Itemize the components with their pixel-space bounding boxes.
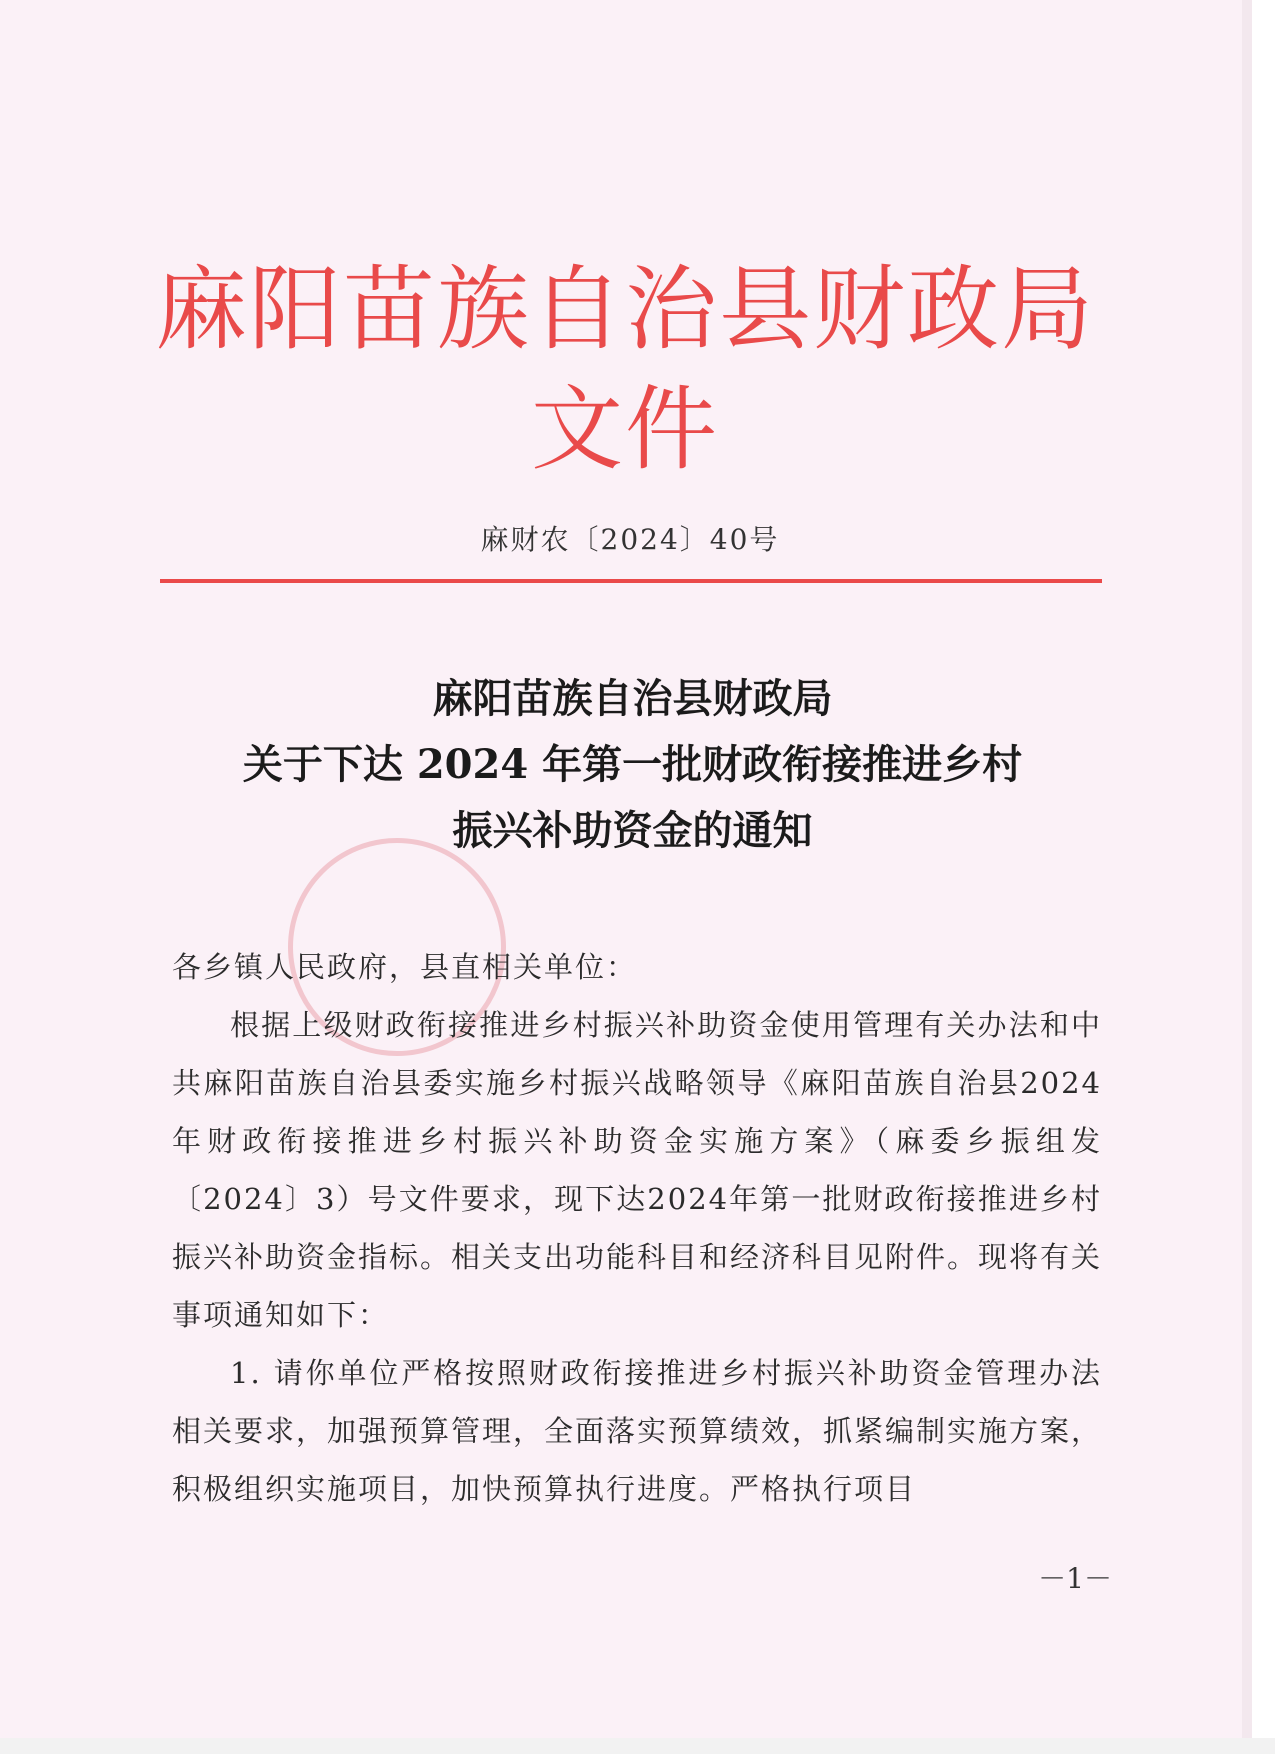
red-divider-line (160, 579, 1102, 583)
paragraph-2: 1. 请你单位严格按照财政衔接推进乡村振兴补助资金管理办法相关要求，加强预算管理，全面落实预算绩效，抓紧编制实施方案，积极组织实施项目，加快预算执行进度。严格执行项目 (172, 1356, 1103, 1506)
notice-title (150, 666, 1115, 864)
body-text (172, 938, 1102, 1518)
page-number: －1－ (1038, 1562, 1112, 1595)
notice-title-line-1: 麻阳苗族自治县财政局 (432, 675, 833, 722)
salutation: 各乡镇人民政府，县直相关单位： (172, 950, 638, 984)
document-number: 麻财农〔2024〕40号 (480, 523, 780, 556)
header-title: 麻阳苗族自治县财政局文件 (154, 256, 1095, 483)
scan-bottom-edge (0, 1738, 1275, 1754)
paragraph-1: 根据上级财政衔接推进乡村振兴补助资金使用管理有关办法和中共麻阳苗族自治县委实施乡村振兴战略领导《麻阳苗族自治县2024年财政衔接推进乡村振兴补助资金实施方案》（麻委乡振组发〔2024〕3）号文件要求，现下达2024年第一批财政衔接推进乡村振兴补助资金指标。相关支出功能科目和经济科目见附件。现将有关事项通知如下： (172, 1008, 1103, 1332)
notice-title-line-3: 振兴补助资金的通知 (452, 807, 813, 854)
scan-right-edge (1242, 0, 1252, 1754)
notice-title-line-2: 关于下达 2024 年第一批财政衔接推进乡村 (242, 741, 1023, 788)
